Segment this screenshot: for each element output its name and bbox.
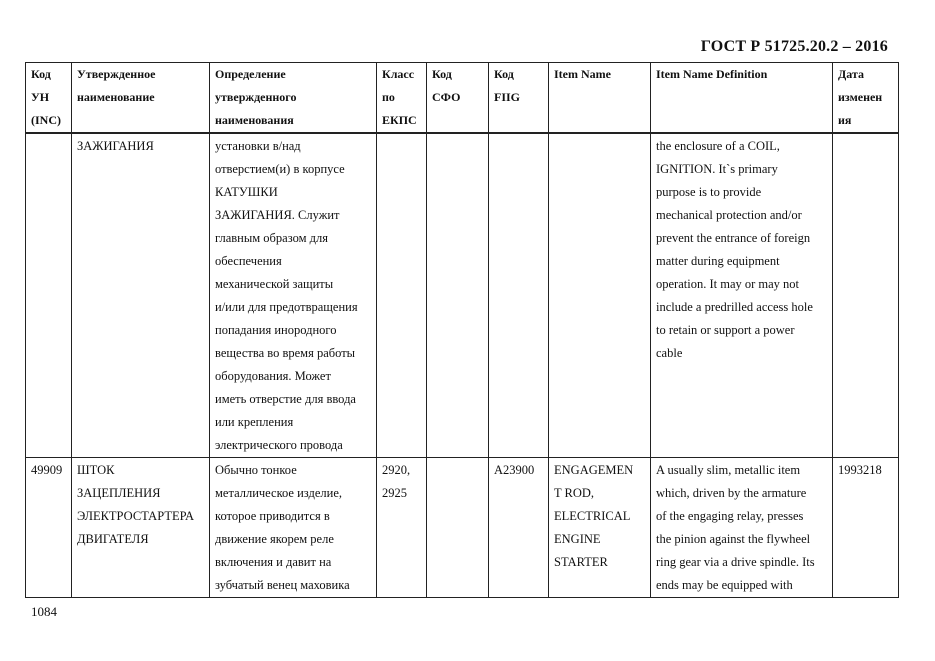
- page-number: 1084: [31, 604, 57, 619]
- nomenclature-table: [25, 62, 899, 598]
- cell-change-date: [833, 133, 899, 458]
- table-row: [26, 133, 899, 458]
- cell-item-name: [549, 133, 651, 458]
- cell-item-name-definition: the enclosure of a COIL, IGNITION. It`s primary purpose is to provide mechanical protection and/or prevent the entrance of foreign matter during equipment operation. It may or may not include a predrilled access hole to retain or support a power cable: [651, 133, 833, 458]
- cell-approved-name: ШТОК ЗАЦЕПЛЕНИЯ ЭЛЕКТРОСТАРТЕРА ДВИГАТЕЛЯ: [72, 458, 210, 598]
- cell-item-name: ENGAGEMEN T ROD, ELECTRICAL ENGINE STARTER: [549, 458, 651, 598]
- document-standard-header: ГОСТ Р 51725.20.2 – 2016: [700, 38, 888, 55]
- table-header-row: [26, 63, 899, 134]
- cell-fiig-code: A23900: [489, 458, 549, 598]
- cell-approved-name: ЗАЖИГАНИЯ: [72, 133, 210, 458]
- header-approved-name: Утвержденное наименование: [72, 63, 210, 134]
- cell-ekps-class: [377, 133, 427, 458]
- header-fiig-code: Код FIIG: [489, 63, 549, 134]
- cell-item-name-definition: A usually slim, metallic item which, driven by the armature of the engaging relay, presses the pinion against the flywheel ring gear via a drive spindle. Its ends may be equipped with: [651, 458, 833, 598]
- header-item-name-definition: Item Name Definition: [651, 63, 833, 134]
- cell-sfo-code: [427, 133, 489, 458]
- cell-change-date: 1993218: [833, 458, 899, 598]
- header-sfo-code: Код СФО: [427, 63, 489, 134]
- cell-definition: Обычно тонкое металлическое изделие, которое приводится в движение якорем реле включения и давит на зубчатый венец маховика: [210, 458, 377, 598]
- header-change-date: Дата изменен ия: [833, 63, 899, 134]
- cell-inc: 49909: [26, 458, 72, 598]
- cell-fiig-code: [489, 133, 549, 458]
- header-ekps-class: Класс по ЕКПС: [377, 63, 427, 134]
- header-definition: Определение утвержденного наименования: [210, 63, 377, 134]
- cell-definition: установки в/над отверстием(и) в корпусе КАТУШКИ ЗАЖИГАНИЯ. Служит главным образом для обеспечения механической защиты и/или для предотвращения попадания инородного вещества во время работы оборудования. Может иметь отверстие для ввода или крепления электрического провода: [210, 133, 377, 458]
- header-item-name: Item Name: [549, 63, 651, 134]
- header-inc: Код УН (INC): [26, 63, 72, 134]
- cell-ekps-class: 2920, 2925: [377, 458, 427, 598]
- cell-inc: [26, 133, 72, 458]
- table-row: [26, 458, 899, 598]
- cell-sfo-code: [427, 458, 489, 598]
